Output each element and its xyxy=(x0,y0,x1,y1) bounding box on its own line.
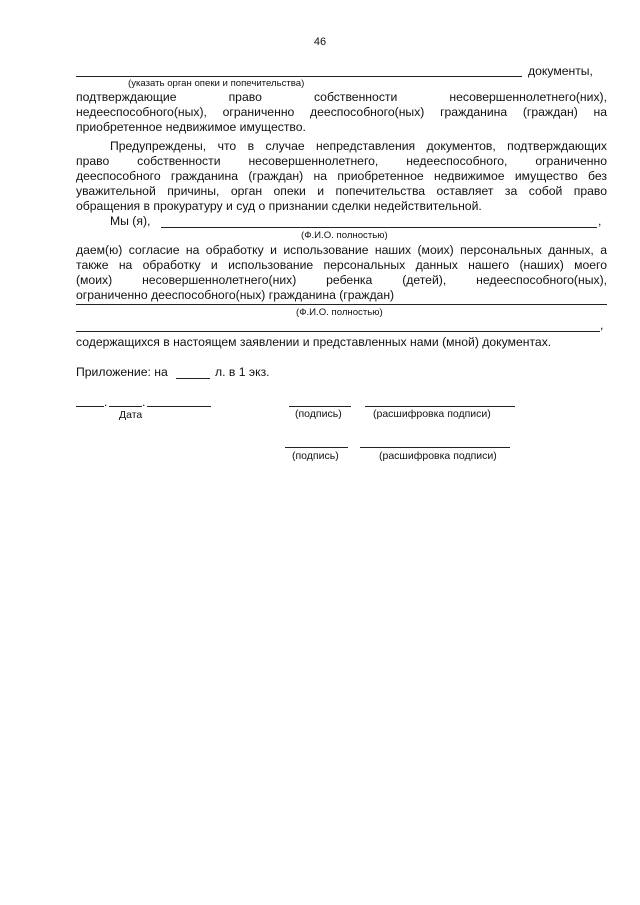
date-dot-1: . xyxy=(104,395,108,409)
signature-decoding-line-1 xyxy=(365,406,515,407)
full-name-caption-2: (Ф.И.О. полностью) xyxy=(296,307,383,318)
paragraph-3-line-3: (моих) несовершеннолетнего(них) ребенка (детей), недееспособного(ных), xyxy=(76,273,608,287)
full-name-line-1 xyxy=(161,227,597,228)
date-month-line xyxy=(109,406,142,407)
paragraph-1-line-3: приобретенное недвижимое имущество. xyxy=(76,120,306,134)
paragraph-1-line-1: подтверждающие право собственности несовершеннолетнего(них), xyxy=(76,90,607,104)
signature-label-1: (подпись) xyxy=(295,408,342,420)
attachment-prefix: Приложение: на xyxy=(76,365,168,379)
page-number: 46 xyxy=(313,36,327,48)
signature-decoding-label-2: (расшифровка подписи) xyxy=(379,450,497,462)
signature-label-2: (подпись) xyxy=(292,450,339,462)
paragraph-4-line: содержащихся в настоящем заявлении и представленных нами (мной) документах. xyxy=(76,335,552,349)
signature-line-2 xyxy=(285,447,348,448)
signature-decoding-label-1: (расшифровка подписи) xyxy=(373,408,491,420)
attachment-count-line xyxy=(176,378,210,379)
paragraph-2-line-3: дееспособного гражданина (граждан) на приобретенное недвижимое имущество без xyxy=(76,169,607,183)
date-label: Дата xyxy=(119,409,143,421)
paragraph-3-line-1: даем(ю) согласие на обработку и использование наших (моих) персональных данных, а xyxy=(76,243,607,257)
full-name-comma-1: , xyxy=(598,214,602,228)
full-name-line-3 xyxy=(76,331,600,332)
full-name-line-2 xyxy=(76,304,607,305)
attachment-suffix: л. в 1 экз. xyxy=(215,365,270,379)
date-day-line xyxy=(76,406,104,407)
documents-word: документы, xyxy=(528,64,593,78)
paragraph-2-line-4: уважительной причины, орган опеки и попечительства оставляет за собой право xyxy=(76,184,607,198)
guardianship-authority-caption: (указать орган опеки и попечительства) xyxy=(128,78,305,89)
paragraph-2-line-5: обращения в прокуратуру и суд о признании сделки недействительной. xyxy=(76,199,482,213)
we-prefix: Мы (я), xyxy=(110,214,151,228)
date-year-line xyxy=(147,406,211,407)
paragraph-2-line-1: Предупреждены, что в случае непредставления документов, подтверждающих xyxy=(110,139,607,153)
paragraph-3-line-4: ограниченно дееспособного(ных) гражданина (граждан) xyxy=(76,288,395,302)
signature-decoding-line-2 xyxy=(360,447,510,448)
full-name-caption-1: (Ф.И.О. полностью) xyxy=(301,230,388,241)
paragraph-2-line-2: право собственности несовершеннолетнего, недееспособного, ограниченно xyxy=(76,154,607,168)
full-name-comma-2: , xyxy=(600,318,604,332)
paragraph-3-line-2: также на обработку и использование персональных данных нашего (наших) моего xyxy=(76,258,607,272)
date-dot-2: . xyxy=(142,395,146,409)
signature-line-1 xyxy=(289,406,351,407)
paragraph-1-line-2: недееспособного(ных), ограниченно дееспособного(ных) гражданина (граждан) на xyxy=(76,105,608,119)
guardianship-authority-line xyxy=(76,76,522,77)
